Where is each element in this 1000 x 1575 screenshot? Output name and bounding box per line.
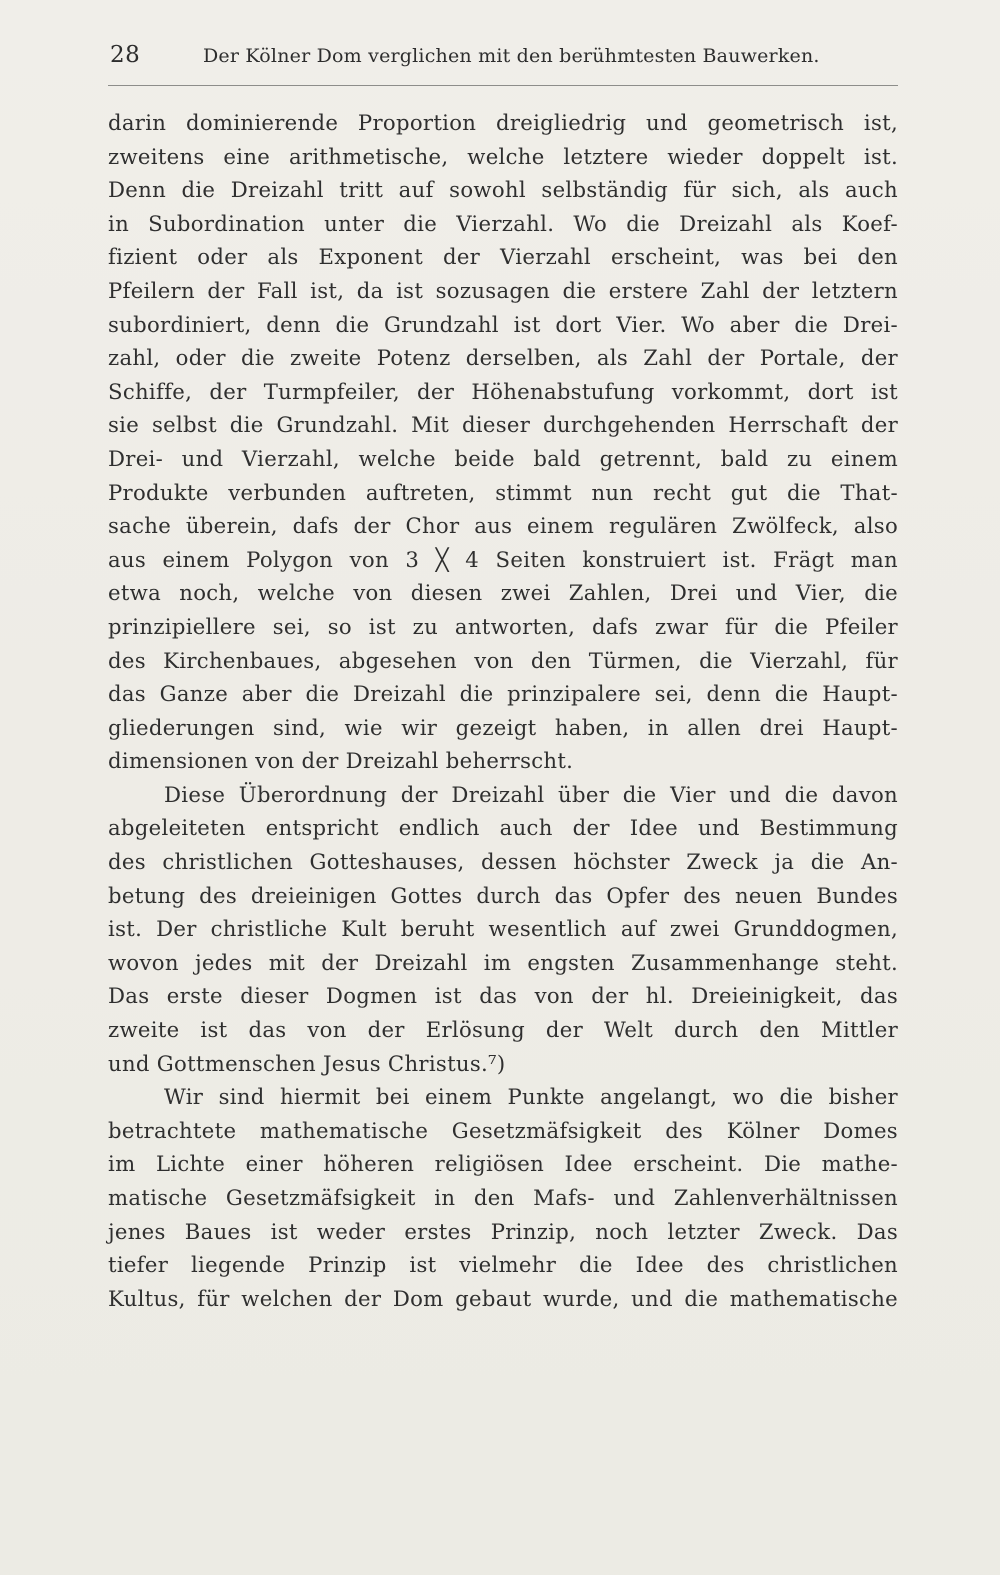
text-line: im Lichte einer höheren religiösen Idee erscheint. Die mathe- [108, 1151, 898, 1177]
text-line: in Subordination unter die Vierzahl. Wo die Dreizahl als Koef- [108, 210, 898, 236]
text-line: fizient oder als Exponent der Vierzahl erscheint, was bei den [108, 244, 898, 270]
text-line: ist. Der christliche Kult beruht wesentlich auf zwei Grunddogmen, [108, 916, 898, 942]
text-line: des Kirchenbaues, abgesehen von den Türmen, die Vierzahl, für [108, 647, 898, 673]
text-line: das Ganze aber die Dreizahl die prinzipalere sei, denn die Haupt- [108, 681, 898, 707]
text-line: Pfeilern der Fall ist, da ist sozusagen die erstere Zahl der letztern [108, 277, 898, 303]
text-line: zweite ist das von der Erlösung der Welt durch den Mittler [108, 1017, 898, 1043]
text-line: aus einem Polygon von 3 ╳ 4 Seiten konstruiert ist. Frägt man [108, 546, 898, 572]
text-line: betrachtete mathematische Gesetzmäfsigkeit des Kölner Domes [108, 1117, 898, 1143]
text-line: darin dominierende Proportion dreigliedrig und geometrisch ist, [108, 110, 898, 135]
header-rule [108, 85, 898, 86]
text-line: sie selbst die Grundzahl. Mit dieser durchgehenden Herrschaft der [108, 412, 898, 438]
text-line: subordiniert, denn die Grundzahl ist dort Vier. Wo aber die Drei- [108, 311, 898, 337]
running-title: Der Kölner Dom verglichen mit den berühmtesten Bauwerken. [203, 45, 820, 67]
text-line: zweitens eine arithmetische, welche letztere wieder doppelt ist. [108, 143, 898, 169]
page-number: 28 [110, 42, 141, 68]
text-line: abgeleiteten entspricht endlich auch der Idee und Bestimmung [108, 815, 898, 841]
text-line: betung des dreieinigen Gottes durch das Opfer des neuen Bundes [108, 882, 898, 908]
text-line: Produkte verbunden auftreten, stimmt nun recht gut die That- [108, 479, 898, 505]
body-text [108, 106, 898, 1315]
text-line: etwa noch, welche von diesen zwei Zahlen, Drei und Vier, die [108, 580, 898, 606]
text-line: matische Gesetzmäfsigkeit in den Mafs- und Zahlenverhältnissen [108, 1185, 898, 1210]
text-line: zahl, oder die zweite Potenz derselben, als Zahl der Portale, der [108, 345, 898, 371]
text-line: prinzipiellere sei, so ist zu antworten, dafs zwar für die Pfeiler [108, 613, 898, 639]
text-line: dimensionen von der Dreizahl beherrscht. [108, 748, 574, 774]
text-line: des christlichen Gotteshauses, dessen höchster Zweck ja die An- [108, 849, 898, 875]
text-line: Denn die Dreizahl tritt auf sowohl selbständig für sich, als auch [108, 177, 898, 203]
text-line: Schiffe, der Turmpfeiler, der Höhenabstufung vorkommt, dort ist [108, 378, 898, 404]
text-line: Wir sind hiermit bei einem Punkte angelangt, wo die bisher [164, 1084, 898, 1110]
text-line: gliederungen sind, wie wir gezeigt haben, in allen drei Haupt- [108, 714, 898, 740]
running-head [108, 42, 898, 76]
text-line: jenes Baues ist weder erstes Prinzip, noch letzter Zweck. Das [108, 1218, 898, 1244]
text-line: wovon jedes mit der Dreizahl im engsten Zusammenhange steht. [108, 949, 898, 975]
text-line: Drei- und Vierzahl, welche beide bald getrennt, bald zu einem [108, 445, 898, 471]
text-line: Kultus, für welchen der Dom gebaut wurde, und die mathematische [108, 1285, 898, 1311]
text-line: Das erste dieser Dogmen ist das von der hl. Dreieinigkeit, das [108, 983, 898, 1009]
text-line: tiefer liegende Prinzip ist vielmehr die Idee des christlichen [108, 1252, 898, 1278]
text-line: und Gottmenschen Jesus Christus.⁷) [108, 1050, 506, 1076]
text-line: sache überein, dafs der Chor aus einem regulären Zwölfeck, also [108, 513, 898, 539]
text-line: Diese Überordnung der Dreizahl über die Vier und die davon [164, 781, 898, 807]
